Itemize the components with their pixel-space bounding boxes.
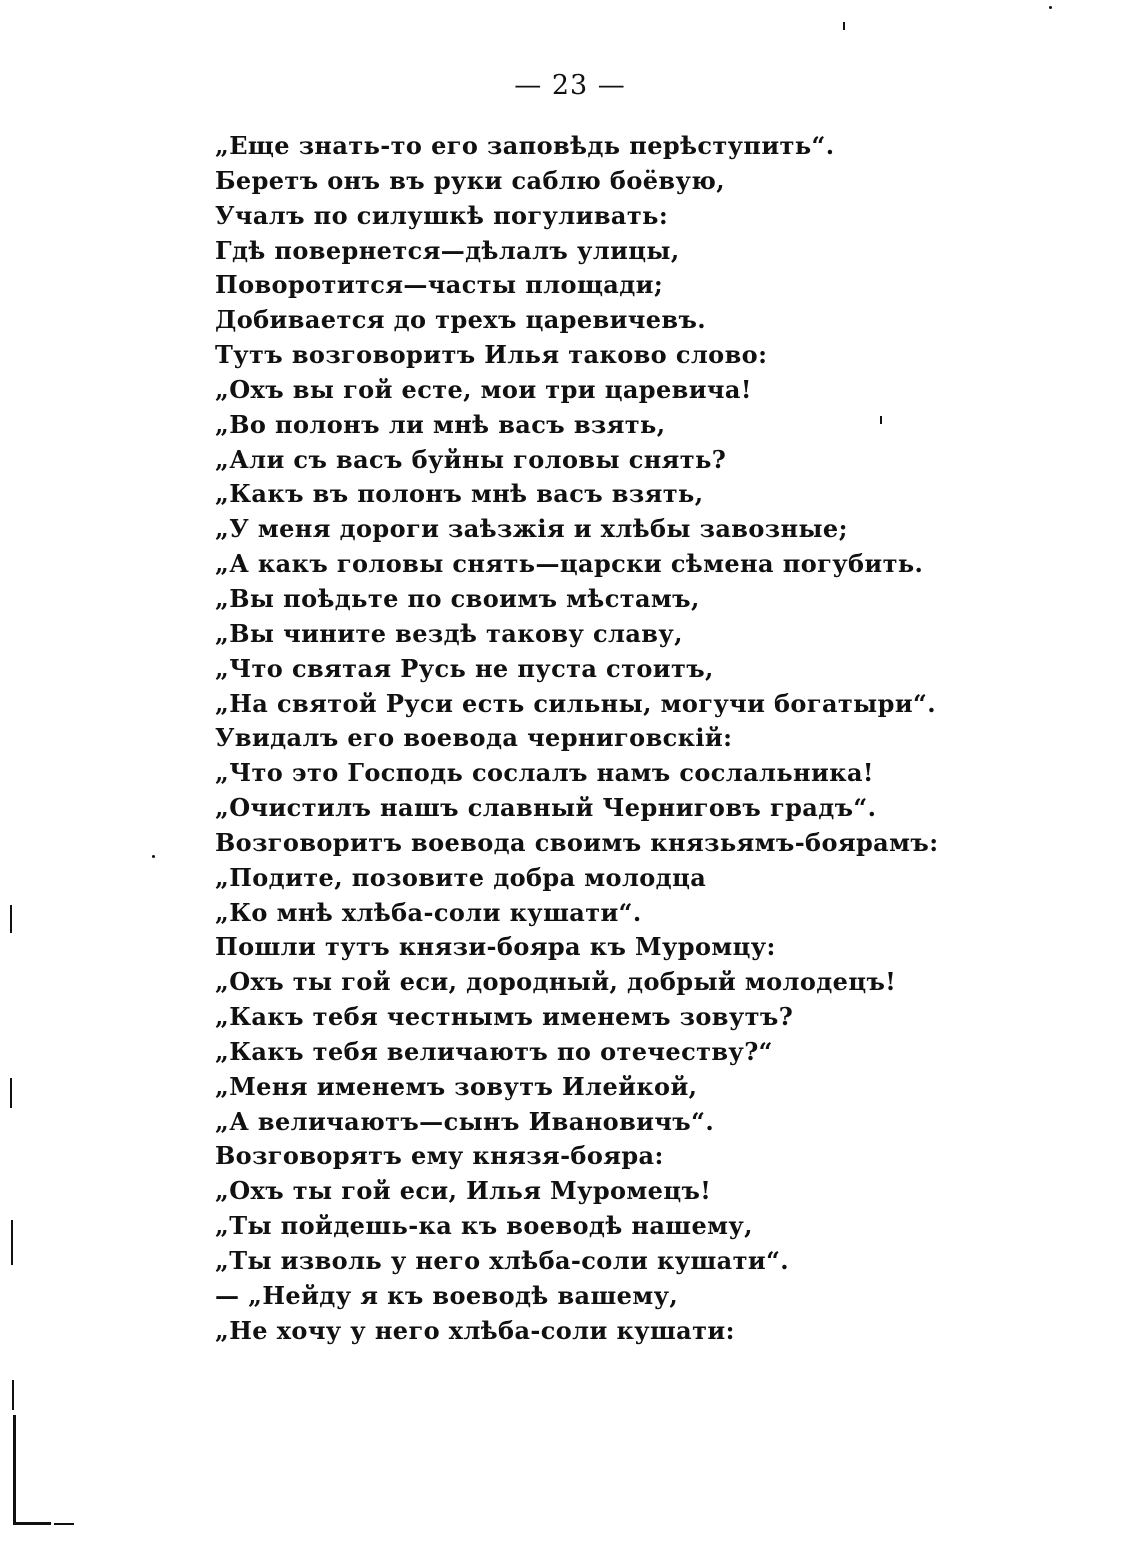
scan-speck [152,855,155,858]
verse-line: „Охъ вы гой есте, мои три царевича! [215,374,752,404]
verse-line: „Охъ ты гой еси, дородный, добрый молодецъ! [215,967,897,997]
scan-speck [1049,6,1052,9]
scan-speck [880,416,882,424]
verse-line: „Охъ ты гой еси, Илья Муромецъ! [215,1176,712,1206]
scan-speck [843,22,845,30]
verse-line: Беретъ онъ въ руки саблю боёвую, [215,165,726,195]
scan-edge-mark [10,905,12,933]
verse-line: „Еще знать-то его заповѣдь перѣступить“. [215,131,835,160]
page-number: — 23 — [514,70,626,101]
verse-line: Возговорятъ ему князя-бояра: [215,1141,664,1171]
verse-line: — „Нейду я къ воеводѣ вашему, [215,1280,679,1310]
verse-line: Пошли тутъ князи-бояра къ Муромцу: [215,932,776,962]
scan-edge-mark [13,1415,16,1525]
verse-line: „Очистилъ нашъ славный Черниговъ градъ“. [215,793,877,823]
verse-line: „Во полонъ ли мнѣ васъ взять, [215,409,666,439]
verse-line: „Меня именемъ зовутъ Илейкой, [215,1071,698,1101]
scan-edge-mark [11,1220,13,1265]
verse-line: „Что это Господь сослалъ намъ сослальника! [215,758,874,788]
verse-text [215,129,1075,1349]
verse-line: Возговоритъ воевода своимъ князьямъ-боярамъ: [215,827,939,857]
verse-line: „Ты изволь у него хлѣба-соли кушати“. [215,1246,790,1275]
verse-line: Увидалъ его воевода черниговскій: [215,723,733,753]
verse-line: „Что святая Русь не пуста стоитъ, [215,653,714,683]
verse-line: „Вы чините вездѣ такову славу, [215,618,683,648]
verse-line: „Не хочу у него хлѣба-соли кушати: [215,1315,735,1345]
verse-line: Гдѣ повернется—дѣлалъ улицы, [215,235,680,265]
verse-line: „Ко мнѣ хлѣба-соли кушати“. [215,897,642,927]
verse-line: „Какъ тебя честнымъ именемъ зовутъ? [215,1002,794,1032]
verse-line: Тутъ возговоритъ Илья таково слово: [215,340,768,370]
verse-line: „Какъ тебя величаютъ по отечеству?“ [215,1036,773,1066]
verse-line: „У меня дороги заѣзжія и хлѣбы завозные; [215,514,848,544]
scan-edge-mark [10,1078,12,1108]
verse-line: „Вы поѣдьте по своимъ мѣстамъ, [215,583,700,613]
verse-line: Поворотится—часты площади; [215,270,664,300]
scan-edge-mark [12,1380,14,1410]
verse-line: „Али съ васъ буйны головы снять? [215,444,727,474]
verse-line: „А какъ головы снять—царски сѣмена погубить. [215,549,924,579]
verse-line: Добивается до трехъ царевичевъ. [215,305,707,335]
verse-line: „Ты пойдешь-ка къ воеводѣ нашему, [215,1211,753,1241]
verse-line: Учалъ по силушкѣ погуливать: [215,200,669,230]
verse-line: „А величаютъ—сынъ Ивановичъ“. [215,1106,715,1136]
verse-line: „Какъ въ полонъ мнѣ васъ взять, [215,479,704,509]
scan-edge-mark [54,1523,74,1525]
scan-edge-mark [13,1522,51,1525]
verse-line: „На святой Руси есть сильны, могучи богатыри“. [215,688,936,718]
verse-line: „Подите, позовите добра молодца [215,862,707,892]
